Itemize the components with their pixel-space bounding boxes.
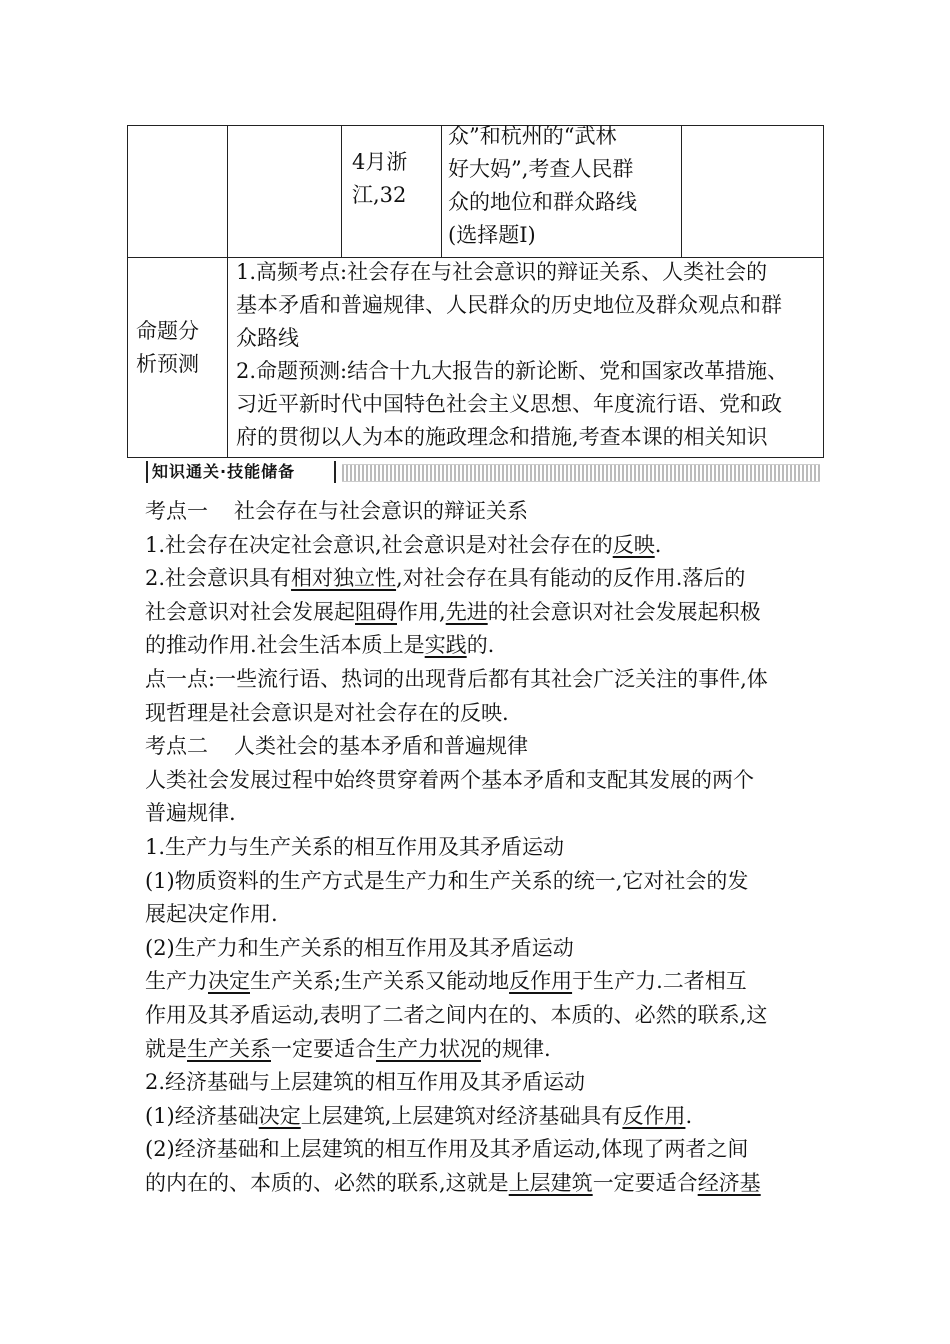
kp2-s1-line-2: 作用及其矛盾运动,表明了二者之间内在的、本质的、必然的联系,这: [145, 1002, 768, 1027]
text: 上层建筑,上层建筑对经济基础具有: [300, 1103, 623, 1128]
table-cell-empty-3: [681, 125, 824, 258]
text: 的规律.: [481, 1036, 551, 1061]
text: 作用,: [397, 599, 446, 624]
text: 的推动作用.社会生活本质上是: [145, 633, 425, 658]
underlined-term: 生产力状况: [376, 1036, 481, 1061]
kp2-subheading-1: 1.生产力与生产关系的相互作用及其矛盾运动: [145, 834, 565, 859]
section-banner: [146, 461, 820, 483]
kp2-heading-text: 人类社会的基本矛盾和普遍规律: [234, 734, 528, 759]
kp2-s1-point-1a: (1)物质资料的生产方式是生产力和生产关系的统一,它对社会的发: [145, 868, 749, 893]
kp2-s2-line-1: [145, 1100, 810, 1134]
section-banner-title: 知识通关·技能储备: [146, 461, 336, 483]
text: .: [685, 1103, 693, 1128]
kp1-tip-line-2: 现哲理是社会意识是对社会存在的反映.: [145, 700, 509, 725]
prediction-line-6: 府的贯彻以人为本的施政理念和措施,考查本课的相关知识: [236, 425, 768, 449]
exam-topic-line-1: 众”和杭州的“武林: [448, 124, 617, 148]
kp2-heading-number: 考点二: [145, 734, 208, 759]
exam-topic-line-3: 众的地位和群众路线: [448, 190, 637, 214]
kp1-heading-number: 考点一: [145, 499, 208, 523]
kp1-heading: [145, 495, 810, 529]
text: (1)经济基础: [145, 1103, 259, 1128]
row-label-line-1: 命题分: [136, 319, 199, 343]
prediction-line-3: 众路线: [236, 326, 299, 350]
kp1-heading-text: 社会存在与社会意识的辩证关系: [234, 499, 528, 523]
kp1-line-4: [145, 629, 810, 663]
kp1-tip-line-1: 点一点:一些流行语、热词的出现背后都有其社会广泛关注的事件,体: [145, 666, 768, 691]
prediction-line-2: 基本矛盾和普遍规律、人民群众的历史地位及群众观点和群: [236, 293, 782, 317]
kp2-s1-point-1b: 展起决定作用.: [145, 902, 278, 927]
prediction-line-5: 习近平新时代中国特色社会主义思想、年度流行语、党和政: [236, 392, 782, 416]
kp2-intro-line-1: 人类社会发展过程中始终贯穿着两个基本矛盾和支配其发展的两个: [145, 767, 754, 792]
kp2-heading: [145, 730, 810, 764]
underlined-term: 生产关系: [187, 1036, 271, 1061]
text: 2.社会意识具有: [145, 566, 292, 591]
prediction-line-4: 2.命题预测:结合十九大报告的新论断、党和国家改革措施、: [236, 359, 789, 383]
exam-analysis-table: [127, 125, 824, 458]
text: 一定要适合: [592, 1170, 698, 1195]
underlined-term: 决定: [258, 1103, 301, 1128]
text: 1.社会存在决定社会意识,社会意识是对社会存在的: [145, 532, 613, 557]
underlined-term: 实践: [424, 633, 467, 658]
kp2-intro-line-2: 普遍规律.: [145, 801, 236, 826]
kp2-s1-line-1: [145, 965, 810, 999]
underlined-term: 反作用: [622, 1103, 686, 1128]
kp2-s1-point-2: (2)生产力和生产关系的相互作用及其矛盾运动: [145, 935, 574, 960]
exam-topic-line-4: (选择题Ⅰ): [448, 223, 536, 247]
underlined-term: 反作用: [509, 969, 573, 994]
table-cell-row-label: [127, 257, 228, 458]
text: 生产关系;生产关系又能动地: [250, 969, 510, 994]
text: 的.: [466, 633, 495, 658]
kp2-s2-line-2: (2)经济基础和上层建筑的相互作用及其矛盾运动,体现了两者之间: [145, 1137, 749, 1162]
underlined-term: 经济基: [697, 1170, 761, 1195]
table-cell-exam-topic: [441, 125, 682, 258]
kp2-s2-line-3: [145, 1167, 810, 1201]
table-cell-empty-2: [227, 125, 342, 258]
underlined-term: 反映: [612, 532, 655, 557]
section-banner-hatch: [342, 464, 820, 482]
underlined-term: 先进: [445, 599, 488, 624]
underlined-term: 上层建筑: [508, 1170, 593, 1195]
exam-source-line-1: 4月浙: [352, 150, 408, 174]
kp1-line-3: [145, 596, 810, 630]
table-cell-exam-source: [341, 125, 442, 258]
kp2-s1-line-3: [145, 1033, 810, 1067]
prediction-line-1: 1.高频考点:社会存在与社会意识的辩证关系、人类社会的: [236, 260, 768, 284]
exam-topic-line-2: 好大妈”,考查人民群: [448, 157, 634, 181]
document-body: [145, 495, 810, 1200]
text: 就是: [145, 1036, 187, 1061]
row-label-line-2: 析预测: [136, 352, 199, 376]
text: ,对社会存在具有能动的反作用.落后的: [396, 566, 746, 591]
text: 于生产力.二者相互: [572, 969, 747, 994]
underlined-term: 决定: [208, 969, 250, 994]
underlined-term: 相对独立性: [291, 566, 397, 591]
kp2-subheading-2: 2.经济基础与上层建筑的相互作用及其矛盾运动: [145, 1070, 586, 1095]
exam-source-line-2: 江,32: [352, 183, 407, 207]
text: 的社会意识对社会发展起积极: [487, 599, 761, 624]
table-cell-empty-1: [127, 125, 228, 258]
text: 生产力: [145, 969, 208, 994]
text: 一定要适合: [271, 1036, 376, 1061]
underlined-term: 阻碍: [355, 599, 397, 624]
text: 社会意识对社会发展起: [145, 599, 355, 624]
kp1-line-1: [145, 529, 810, 563]
kp1-line-2: [145, 562, 810, 596]
text: 的内在的、本质的、必然的联系,这就是: [145, 1170, 509, 1195]
text: .: [654, 532, 662, 557]
table-cell-prediction: [227, 257, 824, 458]
